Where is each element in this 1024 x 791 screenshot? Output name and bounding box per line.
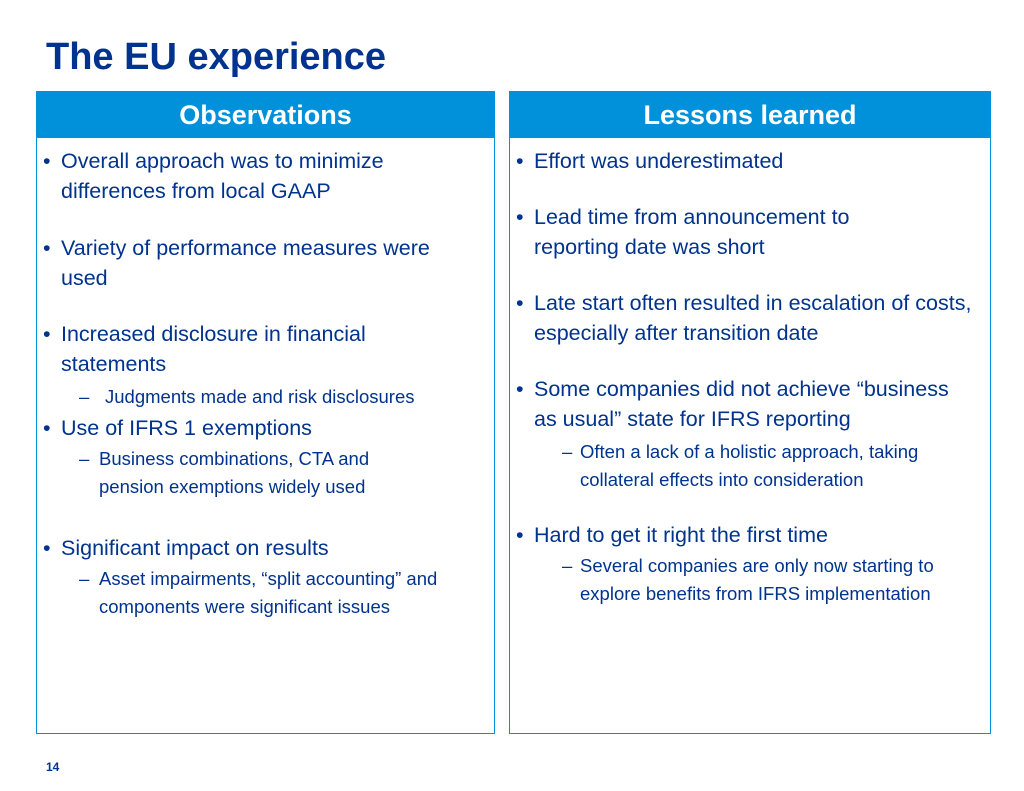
observations-list	[37, 138, 494, 621]
bullet-mark: •	[43, 416, 51, 440]
observation-text-1: Overall approach was to minimize differences from local GAAP	[61, 149, 384, 203]
observation-text-5: Significant impact on results	[61, 536, 329, 560]
observation-subtext-5-1: Asset impairments, “split accounting” and components were significant issues	[99, 568, 438, 617]
observation-text-2: Variety of performance measures were used	[61, 236, 430, 290]
bullet-mark: •	[43, 149, 51, 173]
observation-item-1	[43, 146, 461, 206]
observation-text-3: Increased disclosure in financial statements	[61, 322, 366, 376]
bullet-mark: •	[516, 149, 524, 173]
bullet-mark: •	[516, 523, 524, 547]
observation-subitem-5-1	[43, 565, 439, 621]
bullet-mark: •	[43, 236, 51, 260]
dash-mark: –	[562, 441, 573, 462]
bullet-mark: •	[516, 377, 524, 401]
lesson-text-4: Some companies did not achieve “business as usual” state for IFRS reporting	[534, 377, 949, 431]
dash-mark: –	[79, 386, 90, 407]
observation-text-4: Use of IFRS 1 exemptions	[61, 416, 312, 440]
lessons-header: Lessons learned	[510, 92, 990, 138]
observation-subitem-3-1	[43, 383, 494, 411]
dash-mark: –	[79, 568, 90, 589]
dash-mark: –	[562, 555, 573, 576]
lesson-item-5	[516, 520, 954, 550]
bullet-mark: •	[516, 205, 524, 229]
observation-item-3	[43, 319, 461, 379]
dash-mark: –	[79, 448, 90, 469]
lesson-item-3	[516, 288, 999, 348]
observations-header: Observations	[37, 92, 494, 138]
lesson-text-3: Late start often resulted in escalation of costs, especially after transition date	[534, 291, 972, 345]
observation-subtext-3-1: Judgments made and risk disclosures	[105, 386, 415, 407]
slide-title: The EU experience	[46, 36, 387, 78]
bullet-mark: •	[43, 536, 51, 560]
observation-item-2	[43, 233, 461, 293]
observation-subtext-4-1: Business combinations, CTA and pension exemptions widely used	[99, 448, 370, 497]
lesson-item-2	[516, 202, 934, 262]
observation-item-5	[43, 533, 461, 563]
page-number: 14	[46, 760, 60, 774]
lesson-item-1	[516, 146, 984, 176]
bullet-mark: •	[43, 322, 51, 346]
lesson-subtext-5-1: Several companies are only now starting to explore benefits from IFRS implementation	[580, 555, 934, 604]
observation-subitem-4-1	[43, 445, 429, 501]
lesson-text-5: Hard to get it right the first time	[534, 523, 828, 547]
lesson-text-1: Effort was underestimated	[534, 149, 784, 173]
lessons-list	[510, 138, 990, 608]
lesson-text-2: Lead time from announcement to reporting date was short	[534, 205, 850, 259]
lesson-subitem-4-1	[516, 438, 970, 494]
lessons-panel	[509, 91, 991, 734]
bullet-mark: •	[516, 291, 524, 315]
observation-item-4	[43, 413, 461, 443]
lesson-item-4	[516, 374, 954, 434]
lesson-subitem-5-1	[516, 552, 950, 608]
lesson-subtext-4-1: Often a lack of a holistic approach, taking collateral effects into consideration	[580, 441, 919, 490]
observations-panel	[36, 91, 495, 734]
